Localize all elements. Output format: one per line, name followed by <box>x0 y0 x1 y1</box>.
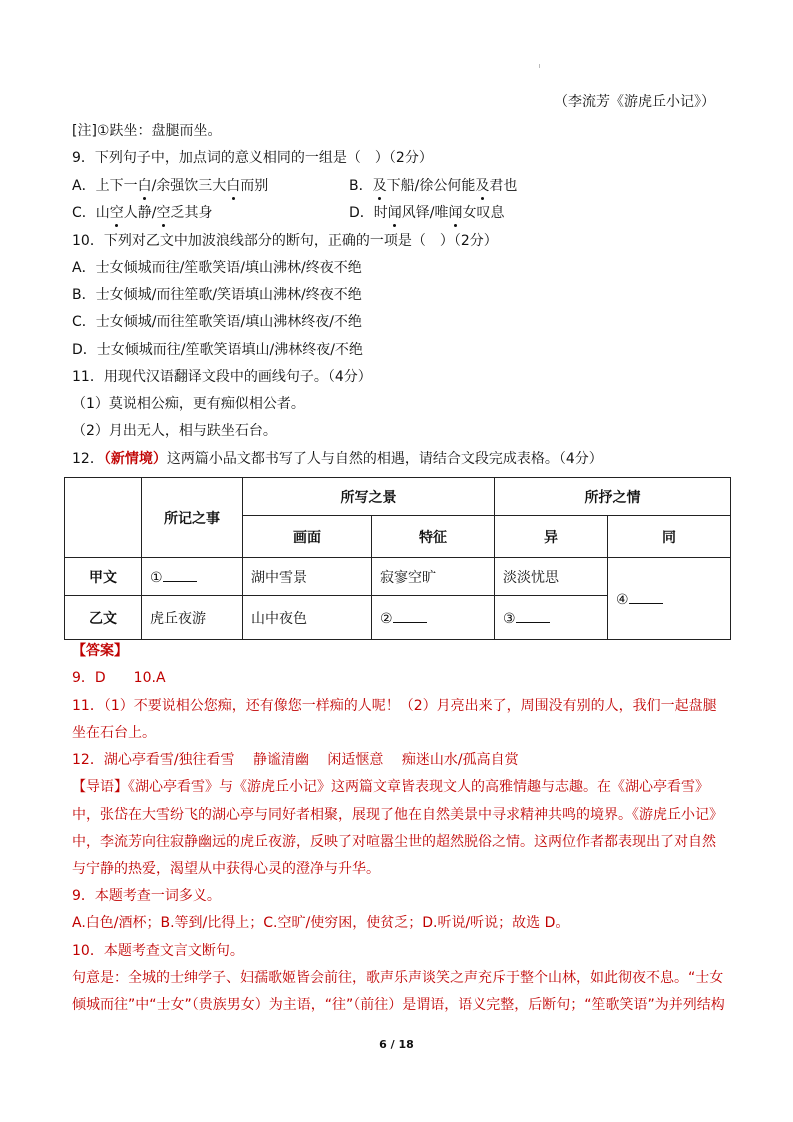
header-emotion: 所抒之情 <box>495 478 731 516</box>
comparison-table <box>64 477 731 640</box>
new-context-tag: （新情境） <box>103 451 167 467</box>
cell-same: ④ <box>608 558 731 640</box>
cell-yi-diff: ③ <box>495 596 608 640</box>
cell-jia-picture: 湖中雪景 <box>243 558 372 596</box>
explain-9-title: 9．本题考查一词多义。 <box>72 888 221 904</box>
row-label-jia: 甲文 <box>65 558 142 596</box>
q9-option-d: D．时闻风铎/唯闻女叹息 <box>349 205 505 221</box>
explain-9-body: A.白色/酒杯；B.等到/比得上；C.空旷/使穷困，使贫乏；D.听说/听说；故选 D。 <box>72 915 570 931</box>
q9-option-a: A．上下一白/余强饮三大白而别 <box>72 178 269 194</box>
row-label-yi: 乙文 <box>65 596 142 640</box>
table-corner-cell <box>65 478 142 558</box>
q11-sentence-2: （2）月出无人，相与趺坐石台。 <box>72 423 277 439</box>
note-line: [注]①趺坐：盘腿而坐。 <box>72 123 222 139</box>
answer-11-line1: 11．（1）不要说相公您痴，还有像您一样痴的人呢！（2）月亮出来了，周围没有别的人，我们一起盘腿 <box>72 698 717 714</box>
header-diff: 异 <box>495 516 608 558</box>
scan-mark <box>539 64 540 68</box>
answer-9-10: 9．D 10.A <box>72 670 166 686</box>
q11-stem: 11．用现代汉语翻译文段中的画线句子。（4分） <box>72 369 372 385</box>
page-number: 6 / 18 <box>379 1038 414 1051</box>
answer-12: 12．湖心亭看雪/独往看雪 静谧清幽 闲适惬意 痴迷山水/孤高自赏 <box>72 752 519 768</box>
header-feature: 特征 <box>372 516 495 558</box>
cell-yi-feature: ② <box>372 596 495 640</box>
q10-option-d: D．士女倾城而往/笙歌笑语填山/沸林终夜/不绝 <box>72 342 363 358</box>
cell-jia-diff: 淡淡忧思 <box>495 558 608 596</box>
q9-stem: 9．下列句子中，加点词的意义相同的一组是（ ）（2分） <box>72 150 433 166</box>
explain-10-title: 10．本题考查文言文断句。 <box>72 943 244 959</box>
explain-10-line2: 倾城而往”中“士女”（贵族男女）为主语，“往”（前往）是谓语，语义完整，后断句；“笙歌笑语”为并列结构 <box>72 997 725 1013</box>
header-event: 所记之事 <box>142 478 243 558</box>
q10-option-b: B．士女倾城/而往笙歌/笑语填山沸林/终夜不绝 <box>72 287 362 303</box>
header-same: 同 <box>608 516 731 558</box>
answer-11-line2: 坐在石台上。 <box>72 725 156 741</box>
answer-header: 【答案】 <box>72 643 128 659</box>
q11-sentence-1: （1）莫说相公痴，更有痴似相公者。 <box>72 396 305 412</box>
cell-jia-event: ① <box>142 558 243 596</box>
q10-stem: 10．下列对乙文中加波浪线部分的断句，正确的一项是（ ）（2分） <box>72 233 498 249</box>
q9-option-b: B．及下船/徐公何能及君也 <box>349 178 518 194</box>
guide-line2: 中，张岱在大雪纷飞的湖心亭与同好者相聚，展现了他在自然美景中寻求精神共鸣的境界。《游虎丘小记》 <box>72 807 723 823</box>
guide-line4: 与宁静的热爱，渴望从中获得心灵的澄净与升华。 <box>72 861 380 877</box>
header-picture: 画面 <box>243 516 372 558</box>
guide-line3: 中，李流芳向往寂静幽远的虎丘夜游，反映了对喧嚣尘世的超然脱俗之情。这两位作者都表现出了对自然 <box>72 834 716 850</box>
header-scene: 所写之景 <box>243 478 495 516</box>
q12-stem: 12．（新情境）这两篇小品文都书写了人与自然的相遇，请结合文段完成表格。（4分） <box>72 451 603 467</box>
q10-option-c: C．士女倾城/而往笙歌笑语/填山沸林终夜/不绝 <box>72 314 362 330</box>
q9-option-c: C．山空人静/空乏其身 <box>72 205 213 221</box>
source-citation: （李流芳《游虎丘小记》） <box>554 94 715 110</box>
guide-line1: 【导语】《湖心亭看雪》与《游虎丘小记》这两篇文章皆表现文人的高雅情趣与志趣。在《湖心亭看雪》 <box>72 779 709 795</box>
cell-yi-event: 虎丘夜游 <box>142 596 243 640</box>
cell-jia-feature: 寂寥空旷 <box>372 558 495 596</box>
cell-yi-picture: 山中夜色 <box>243 596 372 640</box>
q10-option-a: A．士女倾城而往/笙歌笑语/填山沸林/终夜不绝 <box>72 260 362 276</box>
explain-10-line1: 句意是：全城的士绅学子、妇孺歌姬皆会前往，歌声乐声谈笑之声充斥于整个山林，如此彻夜不息。“士女 <box>72 970 724 986</box>
